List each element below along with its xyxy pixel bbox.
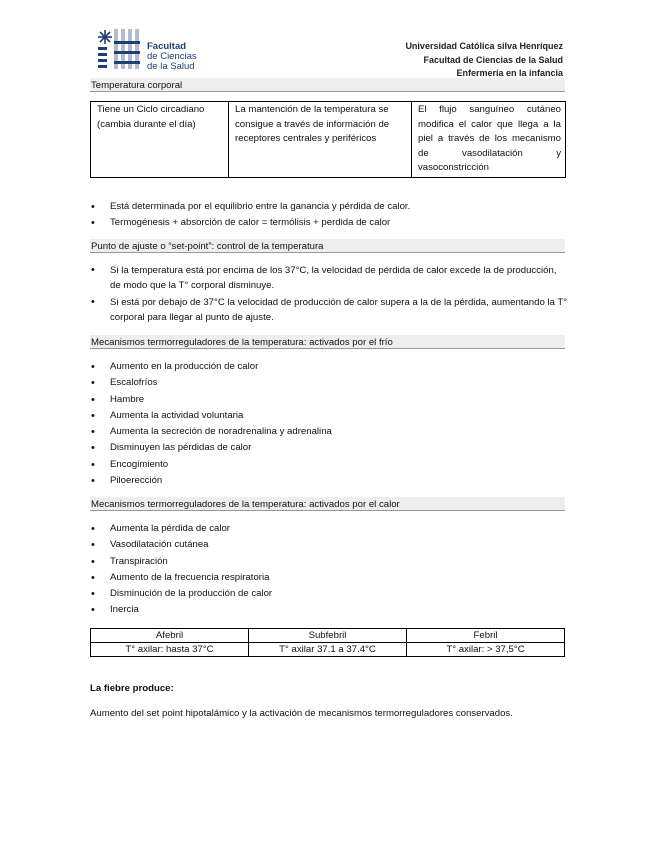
logo-line-1: Facultad	[147, 41, 187, 52]
heat-mechanisms-list	[90, 521, 568, 619]
section-temperatura-corporal: Temperatura corporal	[90, 78, 565, 92]
balance-bullet-list	[90, 199, 568, 232]
table-cell-blood-flow: El flujo sanguíneo cutáneo modifica el calor que llega a la piel a través de los mecanismo de vasodilatación y vasoconstricción	[412, 102, 566, 178]
section-set-point: Punto de ajuste o “set-point”: control de la temperatura	[90, 239, 565, 253]
list-item: • Inercia	[90, 602, 568, 618]
logo-mark-icon	[97, 27, 147, 73]
cold-mechanisms-list	[90, 359, 568, 489]
list-item: • Está determinada por el equilibrio entre la ganancia y pérdida de calor.	[90, 199, 568, 215]
fever-value-subfebril: T° axilar 37.1 a 37.4°C	[249, 643, 407, 657]
list-item: • Transpiración	[90, 554, 568, 570]
list-item: • Aumenta la pérdida de calor	[90, 521, 568, 537]
list-item: • Si la temperatura está por encima de los 37°C, la velocidad de pérdida de calor excede la de producción, de modo que la T° corporal disminuye.	[90, 263, 568, 293]
fever-heading: La fiebre produce:	[90, 683, 174, 694]
table-cell-circadian: Tiene un Ciclo circadiano (cambia durante el día)	[91, 102, 229, 178]
fever-header-afebril: Afebril	[91, 629, 249, 643]
list-item: • Aumenta la actividad voluntaria	[90, 408, 568, 424]
temperature-characteristics-table	[90, 101, 566, 178]
fever-value-febril: T° axilar: > 37,5°C	[407, 643, 565, 657]
set-point-bullet-list	[90, 263, 568, 327]
list-item: • Disminución de la producción de calor	[90, 586, 568, 602]
list-item: • Escalofríos	[90, 375, 568, 391]
list-item: • Aumento de la frecuencia respiratoria	[90, 570, 568, 586]
list-item: • Vasodilatación cutánea	[90, 537, 568, 553]
header-faculty: Facultad de Ciencias de la Salud	[423, 54, 563, 65]
list-item: • Encogimiento	[90, 457, 568, 473]
fever-classification-table	[90, 628, 565, 657]
document-header	[405, 40, 563, 81]
fever-header-febril: Febril	[407, 629, 565, 643]
table-cell-receptors: La mantención de la temperatura se consigue a través de información de receptores centrales y periféricos	[229, 102, 412, 178]
list-item: • Hambre	[90, 392, 568, 408]
fever-text: Aumento del set point hipotalámico y la activación de mecanismos termorreguladores conservados.	[90, 708, 513, 719]
header-university: Universidad Católica silva Henríquez	[405, 41, 563, 51]
list-item: • Si está por debajo de 37°C la velocidad de producción de calor supera a la de la pérdida, aumentando la T° corporal para llegar al punto de ajuste.	[90, 295, 568, 325]
list-item: • Aumento en la producción de calor	[90, 359, 568, 375]
list-item: • Aumenta la secreción de noradrenalina y adrenalina	[90, 424, 568, 440]
fever-header-subfebril: Subfebril	[249, 629, 407, 643]
list-item: • Termogénesis + absorción de calor = termólisis + perdida de calor	[90, 215, 568, 231]
list-item: • Disminuyen las pérdidas de calor	[90, 440, 568, 456]
logo-line-2: de Ciencias	[147, 51, 197, 62]
section-cold-mechanisms: Mecanismos termorreguladores de la temperatura: activados por el frío	[90, 335, 565, 349]
list-item: • Piloerección	[90, 473, 568, 489]
fever-value-afebril: T° axilar: hasta 37°C	[91, 643, 249, 657]
header-course: Enfermería en la infancia	[456, 68, 563, 78]
logo-text	[147, 42, 197, 72]
section-heat-mechanisms: Mecanismos termorreguladores de la temperatura: activados por el calor	[90, 497, 565, 511]
logo-line-3: de la Salud	[147, 61, 195, 72]
